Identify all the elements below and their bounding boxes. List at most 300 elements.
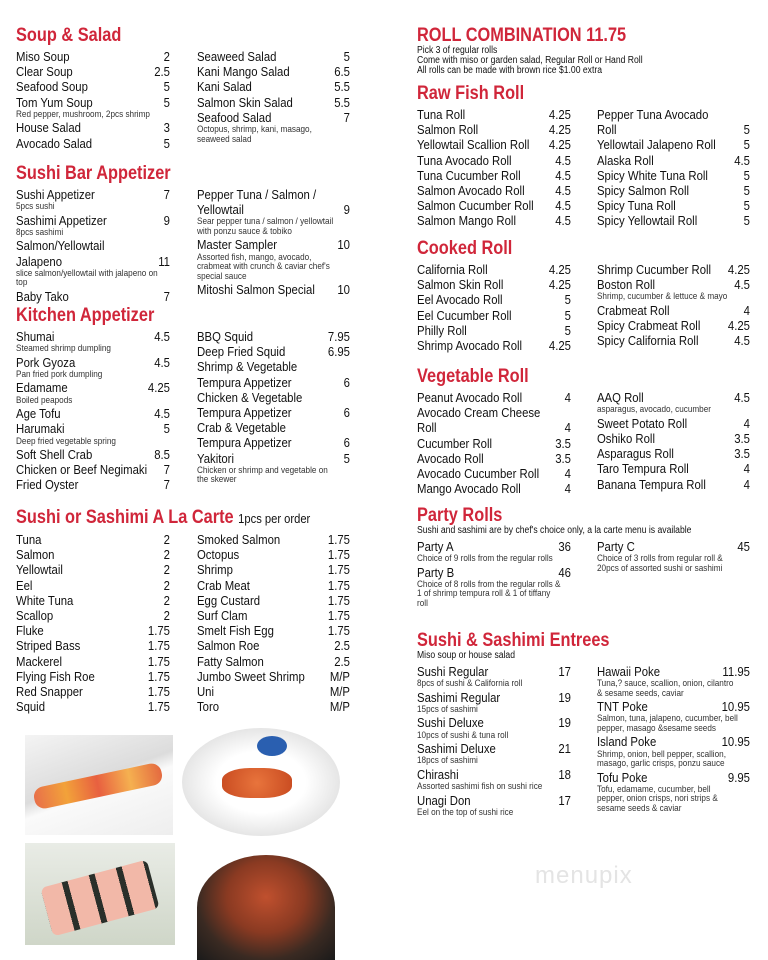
item-price: 9 [163, 212, 170, 228]
item-name: Boston Roll [596, 277, 655, 293]
item-price: 3.5 [734, 430, 750, 446]
item-price: 4.5 [734, 152, 750, 168]
item-name: BBQ Squid [196, 329, 254, 344]
item-price: 2 [163, 562, 170, 578]
sushi-rolls-photo [25, 843, 175, 945]
menu-column [597, 107, 750, 229]
item-price: 4.5 [154, 354, 170, 370]
menu-item [417, 198, 571, 213]
menu-item [197, 282, 350, 297]
menu-item [417, 793, 571, 819]
item-price: 36 [558, 539, 571, 554]
menu-item [16, 289, 170, 304]
item-name: Sweet Potato Roll [596, 415, 688, 431]
section-vegetable-roll [417, 367, 750, 496]
item-name: Jumbo Sweet Shrimp [196, 668, 305, 684]
section-soup-salad [16, 26, 350, 151]
item-price: 10 [337, 282, 350, 298]
menu-item [417, 183, 571, 198]
item-name: Shrimp Cucumber Roll [596, 262, 712, 277]
menu-item [417, 481, 571, 496]
item-description: Choice of 3 rolls from regular roll & 20pcs of assorted sushi or sashimi [596, 553, 723, 574]
item-name: Uni [196, 684, 215, 700]
section-kitchen-appetizer [16, 306, 350, 493]
item-price: 19 [558, 715, 571, 731]
item-name: Mackerel [16, 653, 63, 669]
item-name: Crabmeat Roll [596, 302, 670, 318]
item-price: 6.5 [334, 64, 350, 80]
item-price: 46 [558, 564, 571, 580]
item-price: 4 [743, 415, 750, 431]
section-cooked-roll [417, 239, 750, 353]
menu-item [16, 638, 170, 653]
item-name: Squid [16, 699, 46, 715]
menu-item [197, 593, 350, 608]
menu-item [16, 447, 170, 462]
item-name: Taro Tempura Roll [596, 461, 689, 477]
item-price: 18 [558, 766, 571, 782]
item-name: Party B [417, 564, 455, 580]
menu-item [417, 664, 571, 690]
item-name: Salmon Avocado Roll [417, 183, 525, 199]
menu-item [417, 539, 571, 565]
menu-column [597, 262, 750, 353]
item-name: Tuna Cucumber Roll [417, 167, 521, 183]
item-price: 4 [743, 461, 750, 477]
item-price: 4.5 [734, 277, 750, 293]
menu-column [417, 107, 571, 229]
section-heading [417, 506, 750, 526]
item-price: 4 [743, 476, 750, 492]
menu-item [16, 578, 170, 593]
menu-column [197, 187, 350, 304]
item-price: 5 [163, 135, 170, 151]
menu-item [16, 669, 170, 684]
item-name: Red Snapper [16, 684, 83, 700]
item-price: 2 [163, 608, 170, 624]
item-name: Cucumber Roll [417, 435, 493, 451]
heading-text: ROLL COMBINATION 11.75 [417, 25, 627, 46]
menu-item [197, 654, 350, 669]
item-price: 4.25 [548, 338, 571, 354]
menu-item [417, 466, 571, 481]
item-price: 5 [743, 167, 750, 183]
menu-item [197, 623, 350, 638]
item-name: Fried Oyster [16, 477, 79, 493]
menu-item [16, 532, 170, 547]
item-name: Salmon Skin Salad [196, 94, 293, 110]
menu-item [197, 420, 350, 450]
item-price: 10.95 [721, 699, 750, 715]
item-name: Fluke [16, 623, 44, 639]
item-price: 7 [163, 187, 170, 202]
item-name: Kani Salad [196, 79, 252, 95]
menu-item [597, 198, 750, 213]
item-price: 17 [558, 664, 571, 679]
item-name: Salmon/Yellowtail Jalapeno [16, 238, 105, 269]
item-description: 8pcs sashimi [16, 226, 64, 238]
menu-item [197, 64, 350, 79]
item-name: Tuna [16, 532, 42, 547]
menu-item [197, 49, 350, 64]
menu-item [16, 462, 170, 477]
item-description: 10pcs of sushi & tuna roll [417, 729, 509, 741]
menu-item [597, 446, 750, 461]
item-name: Seafood Salad [196, 109, 272, 125]
item-price: 5 [343, 49, 350, 64]
item-description: Boiled peapods [16, 394, 73, 406]
item-price: 2.5 [154, 64, 170, 80]
menu-item [16, 136, 170, 151]
item-name: Toro [196, 699, 220, 715]
menu-column [417, 539, 571, 609]
item-price: 9.95 [727, 769, 750, 785]
item-description: Shrimp, cucumber & lettuce & mayo [596, 291, 728, 303]
item-price: 5 [743, 122, 750, 138]
item-price: 5 [743, 213, 750, 229]
menu-item [597, 183, 750, 198]
item-name: Mitoshi Salmon Special [196, 282, 315, 298]
item-price: 4.25 [548, 137, 571, 153]
item-price: 1.75 [147, 699, 170, 715]
menu-column [16, 49, 170, 151]
item-name: Party C [596, 539, 635, 554]
item-price: 11.95 [722, 664, 750, 679]
item-price: 5 [743, 183, 750, 199]
menu-column [16, 329, 170, 493]
item-price: 4.5 [154, 406, 170, 422]
menu-item [16, 699, 170, 714]
menu-item [197, 390, 350, 420]
item-name: Peanut Avocado Roll [417, 390, 523, 405]
item-name: Salmon Mango Roll [417, 213, 516, 229]
item-price: 6 [343, 435, 350, 451]
heading-text: Raw Fish Roll [417, 83, 525, 104]
item-price: 5 [343, 450, 350, 466]
menu-item [16, 406, 170, 421]
item-price: 7 [163, 288, 170, 304]
menu-item [16, 562, 170, 577]
section-heading [417, 367, 750, 387]
menu-item [197, 684, 350, 699]
item-name: Yellowtail Jalapeno Roll [596, 137, 716, 153]
item-price: 1.75 [327, 592, 350, 608]
item-price: 5 [564, 322, 571, 338]
item-name: Tom Yum Soup [16, 94, 93, 110]
item-name: Octopus [196, 547, 240, 563]
menu-item [417, 565, 571, 610]
menu-item [417, 308, 571, 323]
menu-item [597, 461, 750, 476]
menu-item [16, 547, 170, 562]
menu-item [417, 107, 571, 122]
item-description: Octopus, shrimp, kani, masago, seaweed salad [196, 124, 312, 145]
menu-item [417, 741, 571, 767]
menu-item [417, 277, 571, 292]
item-price: 10 [337, 237, 350, 253]
item-price: 4.5 [555, 167, 571, 183]
item-name: Chicken or Beef Negimaki [16, 462, 148, 478]
item-price: 4.5 [555, 198, 571, 214]
menu-item [597, 431, 750, 446]
item-description: Choice of 9 rolls from the regular rolls [417, 553, 553, 565]
item-name: Chicken & Vegetable Tempura Appetizer [196, 389, 303, 421]
item-price: M/P [329, 699, 350, 715]
item-price: 4.5 [555, 213, 571, 229]
item-name: Avocado Cucumber Roll [417, 466, 540, 482]
item-name: Master Sampler [196, 237, 278, 253]
item-name: Salmon Skin Roll [417, 277, 504, 293]
item-name: Flying Fish Roe [16, 668, 95, 684]
item-description: Shrimp, onion, bell pepper, scallion, masago, garlic crisps, ponzu sauce [596, 748, 726, 770]
item-price: 4 [564, 420, 571, 436]
menu-column [16, 187, 170, 304]
item-price: 2 [163, 592, 170, 608]
item-name: Spicy White Tuna Roll [596, 167, 708, 183]
heading-subtitle: 1pcs per order [238, 511, 311, 526]
item-name: Avocado Cream Cheese Roll [417, 405, 541, 436]
item-name: Spicy California Roll [596, 333, 699, 349]
item-description: Choice of 8 rolls from the regular rolls & 1 of shrimp tempura roll & 1 of tiffany roll [417, 578, 561, 609]
item-price: 9 [343, 202, 350, 218]
item-name: Deep Fried Squid [196, 344, 286, 360]
item-price: 4.25 [548, 107, 571, 122]
menu-item [197, 110, 350, 145]
item-price: 3.5 [734, 446, 750, 462]
menu-item [597, 416, 750, 431]
section-party-rolls [417, 506, 750, 609]
item-description: 15pcs of sashimi [417, 703, 478, 715]
section-note: Miso soup or house salad [417, 650, 516, 661]
menu-item [417, 715, 571, 741]
item-price: 1.75 [327, 562, 350, 578]
item-name: Shrimp & Vegetable Tempura Appetizer [196, 359, 298, 390]
section-heading [417, 239, 750, 259]
item-price: 1.75 [147, 684, 170, 700]
item-name: Crab Meat [196, 577, 250, 593]
item-price: 4 [743, 302, 750, 318]
item-price: 7 [343, 109, 350, 125]
section-heading [16, 164, 350, 184]
item-name: Pepper Tuna Avocado Roll [596, 107, 709, 138]
menu-column [417, 262, 571, 353]
section-heading [16, 508, 350, 529]
item-name: Smelt Fish Egg [196, 623, 274, 639]
item-name: Striped Bass [16, 638, 81, 654]
menu-item [197, 547, 350, 562]
item-name: Sashimi Regular [417, 689, 501, 705]
item-price: 2 [163, 577, 170, 593]
item-name: California Roll [417, 262, 488, 277]
item-price: 1.75 [147, 668, 170, 684]
item-name: Sashimi Deluxe [417, 741, 496, 757]
item-description: Steamed shrimp dumpling [16, 343, 111, 355]
section-heading [16, 306, 350, 326]
menu-item [16, 329, 170, 355]
menu-item [16, 477, 170, 492]
section-heading [417, 84, 750, 104]
menu-item [197, 451, 350, 486]
section-note: All rolls can be made with brown rice $1.00 extra [417, 65, 602, 76]
item-price: 1.75 [147, 653, 170, 669]
item-name: Tofu Poke [596, 769, 648, 785]
item-description: Sear pepper tuna / salmon / yellowtail with ponzu sauce & tobiko [196, 216, 334, 237]
item-price: 5 [163, 94, 170, 110]
item-price: 1.75 [327, 547, 350, 563]
heading-text: Soup & Salad [16, 25, 122, 46]
item-name: Smoked Salmon [196, 532, 281, 547]
item-price: 4.25 [548, 277, 571, 293]
menu-item [197, 578, 350, 593]
menu-item [197, 608, 350, 623]
item-description: Tuna,? sauce, scallion, onion, cilantro & sesame seeds, caviar [596, 678, 734, 699]
item-price: 4.25 [548, 122, 571, 138]
item-name: Spicy Crabmeat Roll [596, 318, 701, 334]
section-note: Pick 3 of regular rolls [417, 45, 498, 56]
item-price: 1.75 [327, 623, 350, 639]
item-name: Sushi Deluxe [417, 715, 484, 731]
menu-item [16, 593, 170, 608]
item-price: 10.95 [721, 734, 750, 750]
item-name: Banana Tempura Roll [596, 476, 706, 492]
item-price: 4.25 [548, 262, 571, 277]
menu-item [197, 187, 350, 237]
item-description: Assorted fish, mango, avocado, crabmeat with crunch & caviar chef's special sauce [196, 251, 330, 282]
menu-column [597, 664, 750, 818]
menu-item [417, 168, 571, 183]
item-name: Asparagus Roll [596, 446, 674, 462]
item-description: Red pepper, mushroom, 2pcs shrimp [16, 108, 150, 120]
item-price: 7.95 [327, 329, 350, 344]
item-name: Avocado Salad [16, 135, 93, 151]
item-name: Tuna Avocado Roll [417, 152, 512, 168]
item-name: Unagi Don [417, 792, 471, 808]
menu-item [597, 107, 750, 137]
item-price: 4.5 [154, 329, 170, 344]
item-name: Age Tofu [16, 406, 61, 422]
item-price: M/P [329, 684, 350, 700]
item-name: Hawaii Poke [596, 664, 661, 679]
item-name: Spicy Tuna Roll [596, 198, 676, 214]
item-name: TNT Poke [596, 699, 648, 715]
menu-item [16, 608, 170, 623]
item-price: 21 [558, 741, 571, 757]
item-description: slice salmon/yellowtail with jalapeno on top [16, 267, 158, 289]
item-name: Seafood Soup [16, 79, 88, 95]
menu-item [597, 137, 750, 152]
menu-item [597, 333, 750, 348]
item-description: Deep fried vegetable spring [16, 435, 116, 447]
item-price: 6.95 [327, 344, 350, 360]
menu-item [417, 292, 571, 307]
section-note: Come with miso or garden salad, Regular Roll or Hand Roll [417, 55, 643, 66]
menu-item [597, 262, 750, 277]
menu-column [417, 664, 571, 818]
menu-item [16, 64, 170, 79]
menu-item [597, 390, 750, 416]
item-price: 4.25 [727, 318, 750, 334]
menu-item [197, 344, 350, 359]
menu-item [417, 262, 571, 277]
menu-item [417, 436, 571, 451]
item-name: Alaska Roll [596, 152, 654, 168]
item-name: Edamame [16, 380, 68, 396]
item-price: 2 [163, 547, 170, 563]
menu-column [597, 539, 750, 609]
item-description: 8pcs of sushi & California roll [417, 678, 523, 690]
menu-item [197, 669, 350, 684]
item-name: Egg Custard [196, 592, 261, 608]
menu-item [417, 122, 571, 137]
item-name: Eel Avocado Roll [417, 292, 503, 308]
item-price: 5 [564, 292, 571, 308]
menu-column [597, 390, 750, 496]
item-description: Eel on the top of sushi rice [417, 806, 514, 818]
item-name: Kani Mango Salad [196, 64, 290, 80]
menu-item [417, 323, 571, 338]
item-price: 1.75 [327, 608, 350, 624]
item-price: 2 [163, 49, 170, 64]
item-name: Salmon [16, 547, 55, 563]
menu-item [16, 623, 170, 638]
heading-text: Sushi Bar Appetizer [16, 163, 171, 184]
item-price: M/P [329, 668, 350, 684]
item-price: 4.25 [147, 380, 170, 396]
menu-item [597, 213, 750, 228]
item-price: 2.5 [334, 638, 350, 654]
menu-item [197, 638, 350, 653]
item-price: 5 [163, 79, 170, 95]
item-price: 45 [737, 539, 750, 554]
item-price: 6 [343, 374, 350, 390]
menu-item [16, 95, 170, 121]
section-sushi-sashimi-entrees [417, 631, 750, 818]
menu-item [16, 213, 170, 239]
item-price: 4 [564, 390, 571, 405]
menu-column [16, 532, 170, 714]
item-name: Clear Soup [16, 64, 73, 80]
menu-item [417, 405, 571, 435]
item-price: 5.5 [334, 79, 350, 95]
menu-item [16, 654, 170, 669]
item-name: Island Poke [596, 734, 657, 750]
item-description: asparagus, avocado, cucumber [596, 404, 711, 416]
item-name: Philly Roll [417, 322, 467, 338]
menu-item [417, 767, 571, 793]
item-name: Fatty Salmon [196, 653, 264, 669]
poke-bowl-photo [197, 855, 335, 960]
item-price: 7 [163, 477, 170, 493]
item-name: Yakitori [196, 450, 234, 466]
item-name: AAQ Roll [596, 390, 644, 405]
menu-item [197, 562, 350, 577]
item-name: Crab & Vegetable Tempura Appetizer [196, 420, 292, 451]
menu-item [597, 168, 750, 183]
item-name: Pork Gyoza [16, 354, 76, 370]
item-name: Harumaki [16, 421, 65, 437]
item-price: 4.25 [727, 262, 750, 277]
item-price: 3 [163, 120, 170, 136]
section-heading [417, 26, 643, 46]
item-description: Salmon, tuna, jalapeno, cucumber, bell pepper, masago &sesame seeds [596, 713, 738, 734]
item-description: 18pcs of sashimi [417, 755, 478, 767]
item-name: House Salad [16, 120, 81, 136]
item-name: Chirashi [417, 766, 459, 782]
menu-item [597, 539, 750, 574]
item-price: 17 [558, 792, 571, 808]
item-price: 4.5 [555, 152, 571, 168]
section-heading [417, 631, 750, 651]
